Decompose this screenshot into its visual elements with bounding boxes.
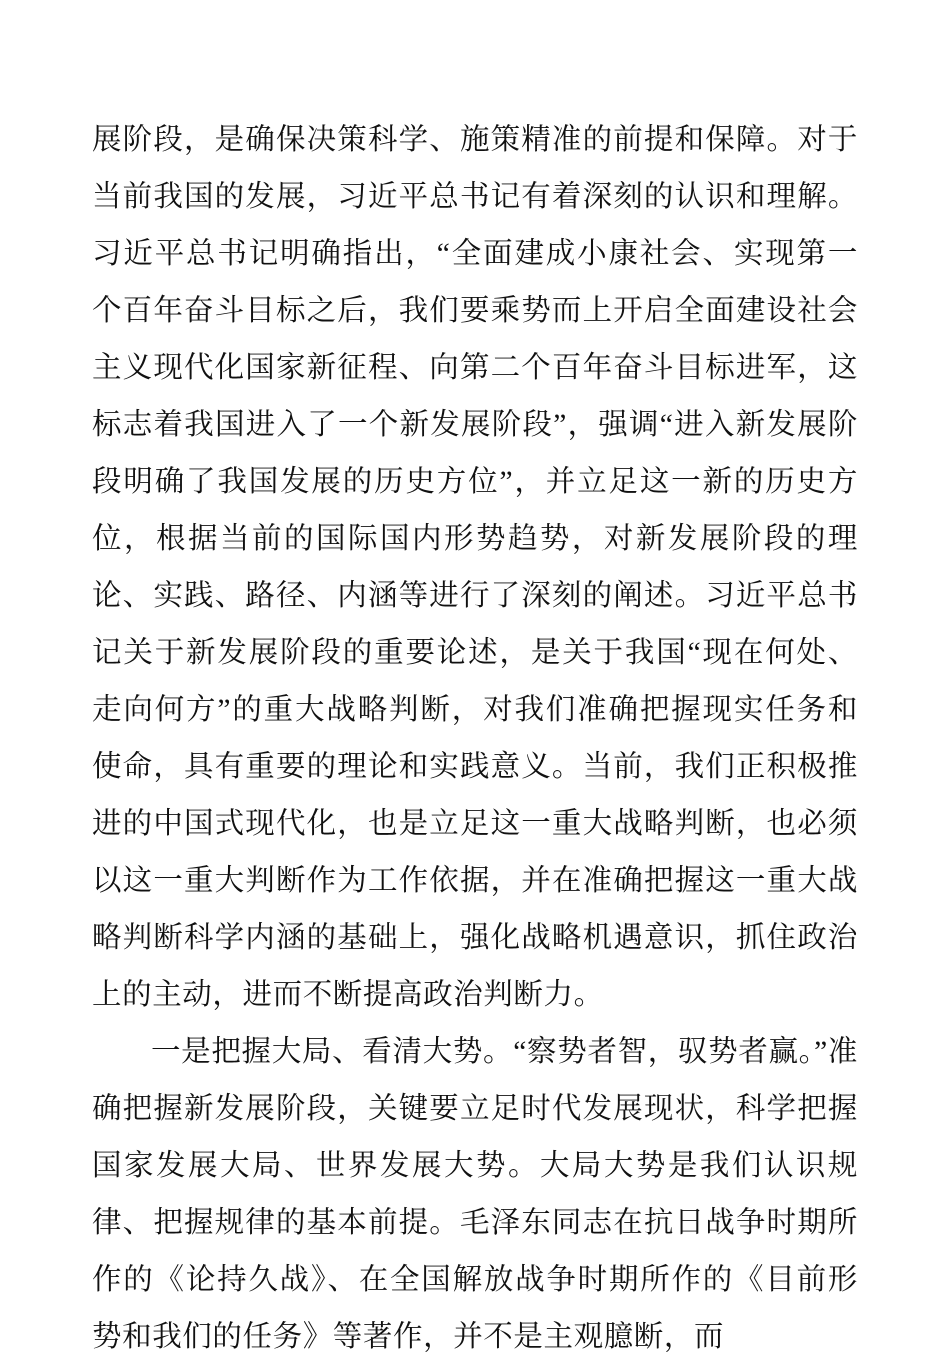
paragraph-2: 一是把握大局、看清大势。“察势者智，驭势者赢。”准确把握新发展阶段，关键要立足时代发展现状，科学把握国家发展大局、世界发展大势。大局大势是我们认识规律、把握规律的基本前提。毛泽东同志在抗日战争时期所作的《论持久战》、在全国解放战争时期所作的《目前形势和我们的任务》等著作，并不是主观臆断，而: [92, 1036, 858, 1353]
document-body: [92, 112, 858, 1366]
paragraph-1: 展阶段，是确保决策科学、施策精准的前提和保障。对于当前我国的发展，习近平总书记有着深刻的认识和理解。习近平总书记明确指出，“全面建成小康社会、实现第一个百年奋斗目标之后，我们要乘势而上开启全面建设社会主义现代化国家新征程、向第二个百年奋斗目标进军，这标志着我国进入了一个新发展阶段”，强调“进入新发展阶段明确了我国发展的历史方位”，并立足这一新的历史方位，根据当前的国际国内形势趋势，对新发展阶段的理论、实践、路径、内涵等进行了深刻的阐述。习近平总书记关于新发展阶段的重要论述，是关于我国“现在何处、走向何方”的重大战略判断，对我们准确把握现实任务和使命，具有重要的理论和实践意义。当前，我们正积极推进的中国式现代化，也是立足这一重大战略判断，也必须以这一重大判断作为工作依据，并在准确把握这一重大战略判断科学内涵的基础上，强化战略机遇意识，抓住政治上的主动，进而不断提高政治判断力。: [92, 124, 858, 1011]
